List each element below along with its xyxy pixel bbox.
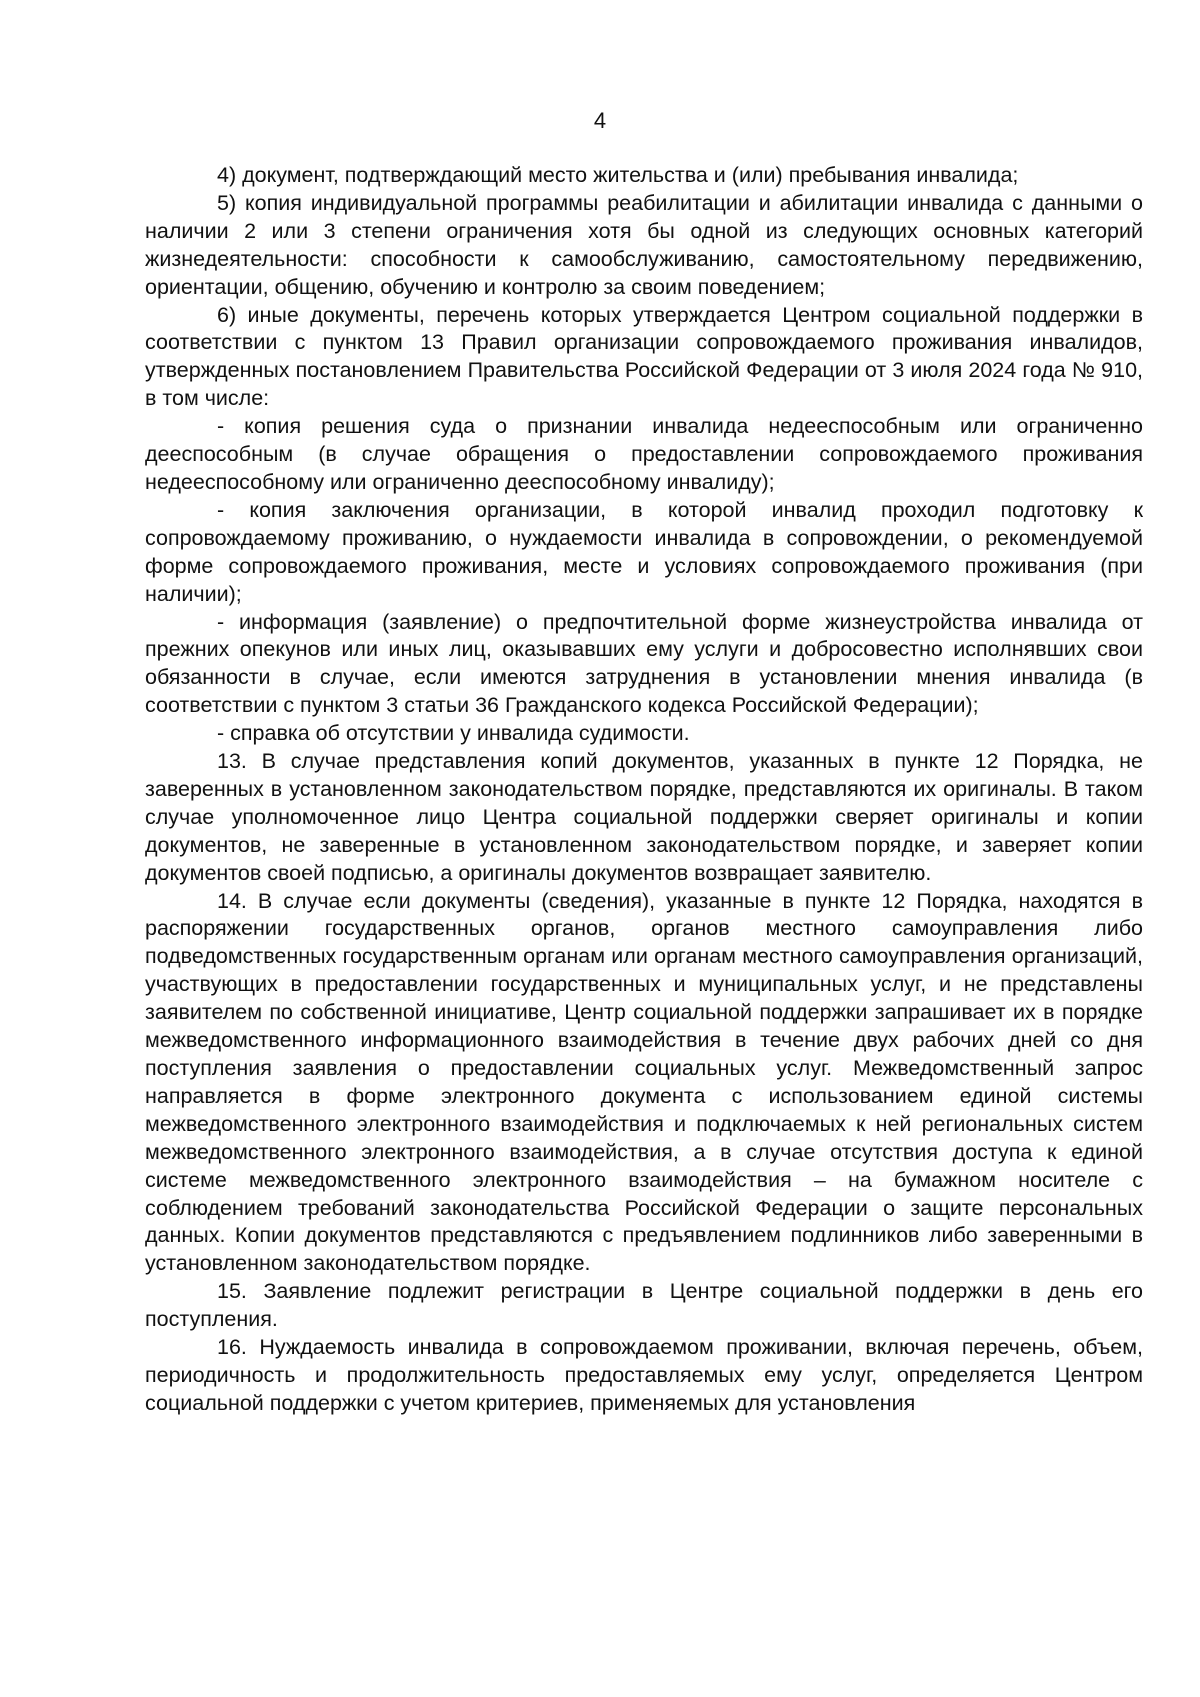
document-body	[145, 162, 1143, 1418]
bullet-organization-conclusion: - копия заключения организации, в которой инвалид проходил подготовку к сопровождаемому проживанию, о нуждаемости инвалида в сопровождении, о рекомендуемой форме сопровождаемого проживания, месте и условиях сопровождаемого проживания (при наличии);	[145, 497, 1143, 606]
paragraph-item-6: 6) иные документы, перечень которых утверждается Центром социальной поддержки в соответствии с пунктом 13 Правил организации сопровождаемого проживания инвалидов, утвержденных постановлением Правительства Российской Федерации от 3 июля 2024 года № 910, в том числе:	[145, 302, 1143, 411]
paragraph-15: 15. Заявление подлежит регистрации в Центре социальной поддержки в день его поступления.	[145, 1279, 1143, 1332]
bullet-preference-information: - информация (заявление) о предпочтительной форме жизнеустройства инвалида от прежних опекунов или иных лиц, оказывавших ему услуги и добросовестно исполнявших свои обязанности в случае, если имеются затруднения в установлении мнения инвалида (в соответствии с пунктом 3 статьи 36 Гражданского кодекса Российской Федерации);	[145, 609, 1143, 718]
bullet-court-decision: - копия решения суда о признании инвалида недееспособным или ограниченно дееспособным (в случае обращения о предоставлении сопровождаемого проживания недееспособному или ограниченно дееспособному инвалиду);	[145, 414, 1143, 494]
paragraph-16: 16. Нуждаемость инвалида в сопровождаемом проживании, включая перечень, объем, периодичность и продолжительность предоставляемых ему услуг, определяется Центром социальной поддержки с учетом критериев, применяемых для установления	[145, 1335, 1143, 1415]
paragraph-13: 13. В случае представления копий документов, указанных в пункте 12 Порядка, не заверенных в установленном законодательством порядке, представляются их оригиналы. В таком случае уполномоченное лицо Центра социальной поддержки сверяет оригиналы и копии документов, не заверенные в установленном законодательством порядке, и заверяет копии документов своей подписью, а оригиналы документов возвращает заявителю.	[145, 749, 1143, 885]
page-number: 4	[593, 108, 607, 133]
paragraph-item-4: 4) документ, подтверждающий место жительства и (или) пребывания инвалида;	[217, 163, 1019, 187]
paragraph-14: 14. В случае если документы (сведения), указанные в пункте 12 Порядка, находятся в распоряжении государственных органов, органов местного самоуправления либо подведомственных государственным органам или органам местного самоуправления организаций, участвующих в предоставлении государственных и муниципальных услуг, и не представлены заявителем по собственной инициативе, Центр социальной поддержки запрашивает их в порядке межведомственного информационного взаимодействия в течение двух рабочих дней со дня поступления заявления о предоставлении социальных услуг. Межведомственный запрос направляется в форме электронного документа с использованием единой системы межведомственного электронного взаимодействия и подключаемых к ней региональных систем межведомственного электронного взаимодействия, а в случае отсутствия доступа к единой системе межведомственного электронного взаимодействия – на бумажном носителе с соблюдением требований законодательства Российской Федерации о защите персональных данных. Копии документов представляются с предъявлением подлинников либо заверенными в установленном законодательством порядке.	[145, 888, 1143, 1276]
paragraph-item-5: 5) копия индивидуальной программы реабилитации и абилитации инвалида с данными о наличии 2 или 3 степени ограничения хотя бы одной из следующих основных категорий жизнедеятельности: способности к самообслуживанию, самостоятельному передвижению, ориентации, общению, обучению и контролю за своим поведением;	[145, 190, 1143, 299]
bullet-criminal-record-certificate: - справка об отсутствии у инвалида судимости.	[217, 721, 690, 746]
